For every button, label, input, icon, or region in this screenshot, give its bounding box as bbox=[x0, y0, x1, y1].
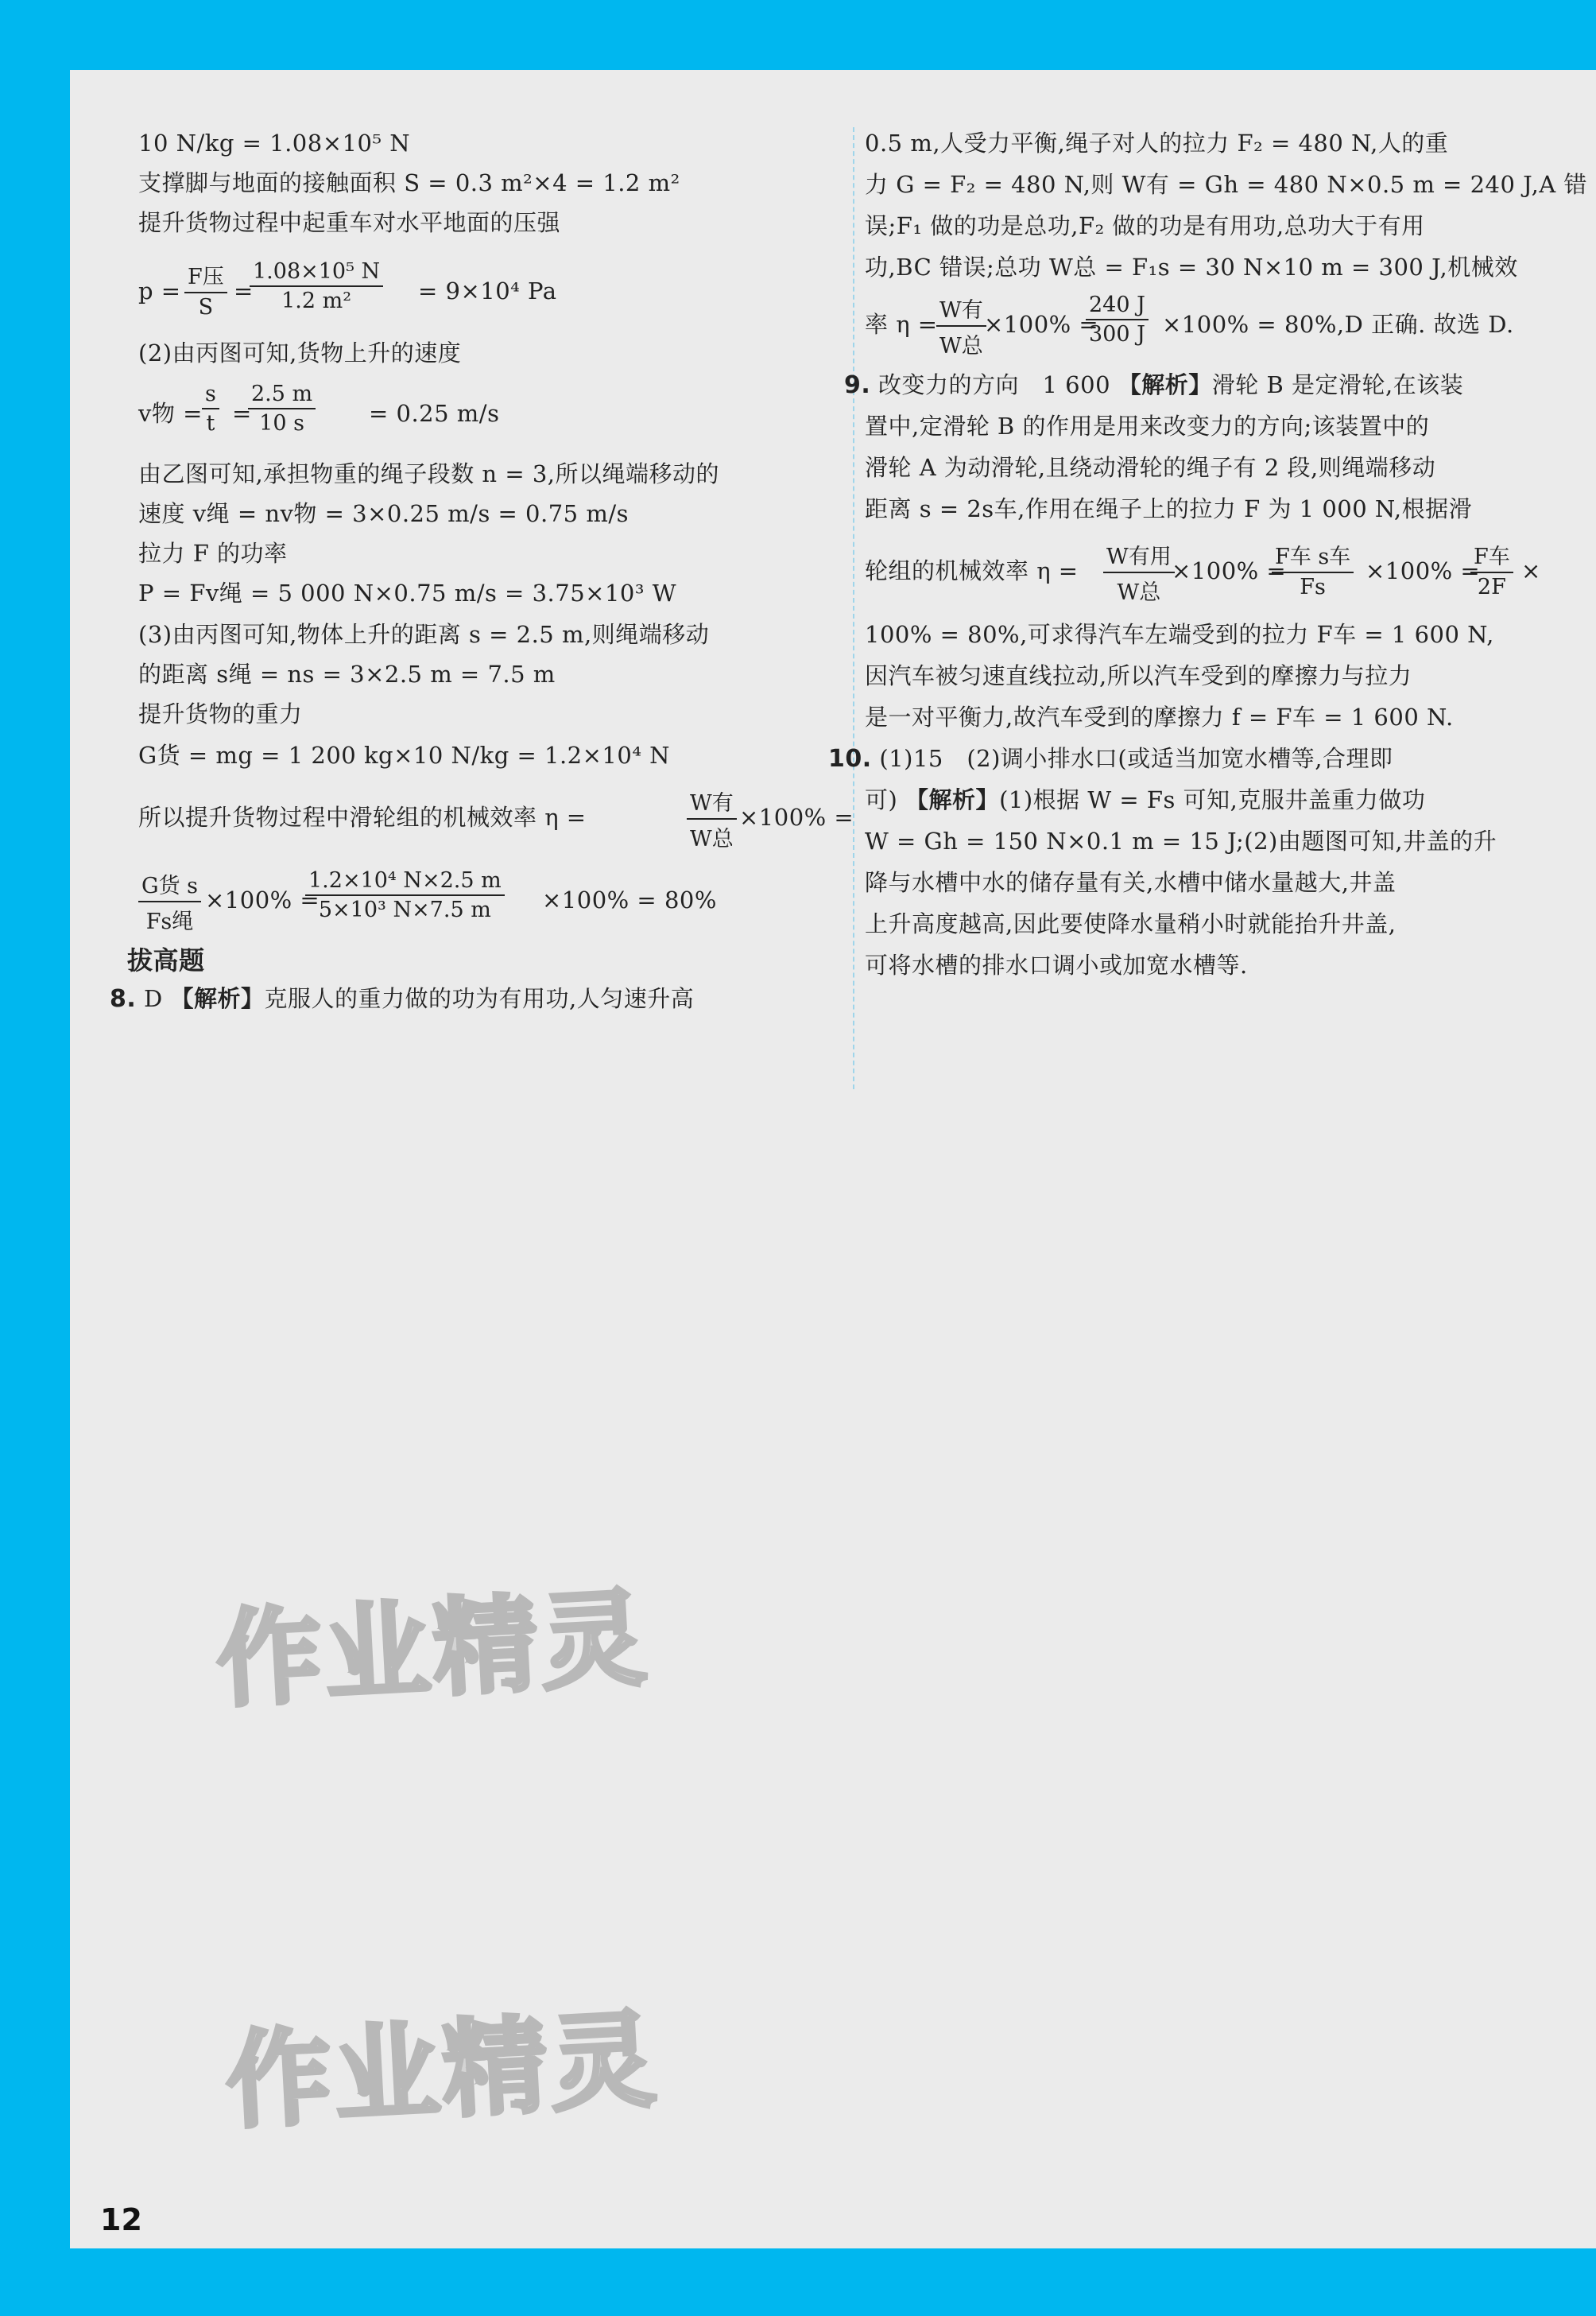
formula-mid: ×100% = bbox=[984, 311, 1099, 338]
analysis-text: 滑轮 B 是定滑轮,在该装 bbox=[1211, 371, 1464, 398]
text-line: 功,BC 错误;总功 W总 = F₁s = 30 N×10 m = 300 J,机械效 bbox=[865, 254, 1518, 281]
fraction bbox=[184, 259, 227, 320]
text-line: 置中,定滑轮 B 的作用是用来改变力的方向;该装置中的 bbox=[865, 413, 1430, 440]
denominator: W总 bbox=[1117, 580, 1161, 605]
text-line: 提升货物过程中起重车对水平地面的压强 bbox=[138, 209, 561, 236]
fraction bbox=[202, 382, 219, 436]
fraction bbox=[248, 382, 316, 436]
text-line: G货 = mg = 1 200 kg×10 N/kg = 1.2×10⁴ N bbox=[138, 742, 671, 769]
numerator: F压 bbox=[184, 259, 227, 293]
question-10 bbox=[828, 743, 1393, 775]
answer-end: 可) bbox=[865, 786, 898, 813]
section-heading: 拔高题 bbox=[127, 945, 205, 976]
column-divider bbox=[853, 127, 854, 1089]
text-line: 力 G = F₂ = 480 N,则 W有 = Gh = 480 N×0.5 m = 240 J,A 错 bbox=[865, 171, 1587, 198]
denominator: t bbox=[206, 411, 215, 436]
fraction bbox=[250, 259, 383, 313]
text-line bbox=[865, 784, 1425, 816]
fraction bbox=[1272, 539, 1354, 599]
text-line: 降与水槽中水的储存量有关,水槽中储水量越大,井盖 bbox=[865, 869, 1396, 896]
numerator: 240 J bbox=[1086, 293, 1149, 320]
denominator: Fs绳 bbox=[145, 910, 194, 934]
answer: 改变力的方向 1 600 bbox=[878, 371, 1111, 398]
formula-lhs: v物 = bbox=[138, 400, 203, 427]
text-line: 拉力 F 的功率 bbox=[138, 540, 288, 567]
analysis-tag: 【解析】 bbox=[170, 985, 265, 1012]
analysis-tag: 【解析】 bbox=[905, 786, 1000, 813]
formula-lead: 轮组的机械效率 η = bbox=[865, 557, 1079, 584]
text-line: 0.5 m,人受力平衡,绳子对人的拉力 F₂ = 480 N,人的重 bbox=[865, 130, 1449, 157]
analysis-tag: 【解析】 bbox=[1118, 371, 1212, 398]
text-line: 可将水槽的排水口调小或加宽水槽等. bbox=[865, 952, 1248, 979]
numerator: W有 bbox=[936, 293, 986, 327]
text-line: 滑轮 A 为动滑轮,且绕动滑轮的绳子有 2 段,则绳端移动 bbox=[865, 454, 1436, 481]
formula-mid: ×100% = bbox=[1172, 557, 1287, 584]
text-line: (2)由丙图可知,货物上升的速度 bbox=[138, 339, 462, 367]
denominator: 1.2 m² bbox=[281, 289, 352, 313]
formula-lead: 率 η = bbox=[865, 311, 938, 338]
text-line: 10 N/kg = 1.08×10⁵ N bbox=[138, 130, 411, 157]
formula-rhs: × bbox=[1521, 557, 1541, 584]
formula-mid: ×100% = bbox=[205, 886, 320, 914]
equals: = bbox=[234, 277, 254, 305]
numerator: G货 s bbox=[138, 868, 201, 902]
fraction bbox=[1470, 539, 1513, 599]
denominator: 300 J bbox=[1089, 322, 1145, 347]
text-line: 速度 v绳 = nv物 = 3×0.25 m/s = 0.75 m/s bbox=[138, 500, 629, 527]
question-9 bbox=[844, 369, 1463, 402]
fraction bbox=[305, 868, 505, 922]
text-line: 因汽车被匀速直线拉动,所以汽车受到的摩擦力与拉力 bbox=[865, 662, 1412, 689]
numerator: F车 bbox=[1470, 539, 1513, 573]
answer: D bbox=[144, 985, 163, 1012]
formula-mid: ×100% = bbox=[1366, 557, 1481, 584]
numerator: 1.08×10⁵ N bbox=[250, 259, 383, 287]
text-line: 误;F₁ 做的功是总功,F₂ 做的功是有用功,总功大于有用 bbox=[865, 212, 1425, 239]
answer-page bbox=[70, 70, 1596, 2248]
text-line: 提升货物的重力 bbox=[138, 700, 303, 727]
text-line: 支撑脚与地面的接触面积 S = 0.3 m²×4 = 1.2 m² bbox=[138, 169, 680, 196]
text-line: 所以提升货物过程中滑轮组的机械效率 η = bbox=[138, 804, 587, 831]
fraction bbox=[138, 868, 201, 935]
denominator: 2F bbox=[1477, 575, 1506, 599]
denominator: S bbox=[198, 295, 214, 320]
text-line: 上升高度越高,因此要使降水量稍小时就能抬升井盖, bbox=[865, 910, 1396, 937]
denominator: W总 bbox=[690, 827, 734, 852]
denominator: 10 s bbox=[259, 411, 304, 436]
text-line: 由乙图可知,承担物重的绳子段数 n = 3,所以绳端移动的 bbox=[138, 460, 720, 487]
formula-lhs: p = bbox=[138, 277, 181, 305]
formula-rhs: ×100% = bbox=[739, 804, 854, 831]
formula-rhs: ×100% = 80% bbox=[542, 886, 717, 914]
analysis-text: 克服人的重力做的功为有用功,人匀速升高 bbox=[264, 985, 695, 1012]
text-line: (3)由丙图可知,物体上升的距离 s = 2.5 m,则绳端移动 bbox=[138, 621, 710, 648]
analysis-text: (1)根据 W = Fs 可知,克服井盖重力做功 bbox=[999, 786, 1426, 813]
fraction bbox=[1086, 293, 1149, 347]
text-line: W = Gh = 150 N×0.1 m = 15 J;(2)由题图可知,井盖的升 bbox=[865, 828, 1497, 855]
formula-rhs: = 9×10⁴ Pa bbox=[418, 277, 557, 305]
answer: (1)15 (2)调小排水口(或适当加宽水槽等,合理即 bbox=[879, 745, 1393, 772]
question-number: 9. bbox=[844, 371, 871, 399]
numerator: 2.5 m bbox=[248, 382, 316, 409]
fraction bbox=[687, 786, 737, 852]
question-8 bbox=[110, 983, 694, 1015]
denominator: Fs bbox=[1300, 575, 1326, 599]
text-line: 100% = 80%,可求得汽车左端受到的拉力 F车 = 1 600 N, bbox=[865, 621, 1494, 648]
numerator: 1.2×10⁴ N×2.5 m bbox=[305, 868, 505, 896]
formula-rhs: ×100% = 80%,D 正确. 故选 D. bbox=[1162, 311, 1514, 338]
numerator: W有用 bbox=[1103, 539, 1175, 573]
numerator: s bbox=[202, 382, 219, 409]
numerator: W有 bbox=[687, 786, 737, 820]
question-number: 8. bbox=[110, 985, 137, 1013]
numerator: F车 s车 bbox=[1272, 539, 1354, 573]
fraction bbox=[936, 293, 986, 359]
text-line: P = Fv绳 = 5 000 N×0.75 m/s = 3.75×10³ W bbox=[138, 580, 676, 607]
watermark: 作业精灵 bbox=[213, 1577, 653, 1723]
text-line: 距离 s = 2s车,作用在绳子上的拉力 F 为 1 000 N,根据滑 bbox=[865, 495, 1473, 522]
denominator: 5×10³ N×7.5 m bbox=[318, 898, 491, 922]
formula-rhs: = 0.25 m/s bbox=[369, 400, 500, 427]
watermark: 作业精灵 bbox=[223, 1998, 662, 2144]
denominator: W总 bbox=[939, 334, 983, 359]
equals: = bbox=[232, 400, 252, 427]
text-line: 的距离 s绳 = ns = 3×2.5 m = 7.5 m bbox=[138, 661, 556, 688]
page-number: 12 bbox=[100, 2202, 142, 2237]
question-number: 10. bbox=[828, 745, 872, 773]
fraction bbox=[1103, 539, 1175, 606]
text-line: 是一对平衡力,故汽车受到的摩擦力 f = F车 = 1 600 N. bbox=[865, 704, 1454, 731]
